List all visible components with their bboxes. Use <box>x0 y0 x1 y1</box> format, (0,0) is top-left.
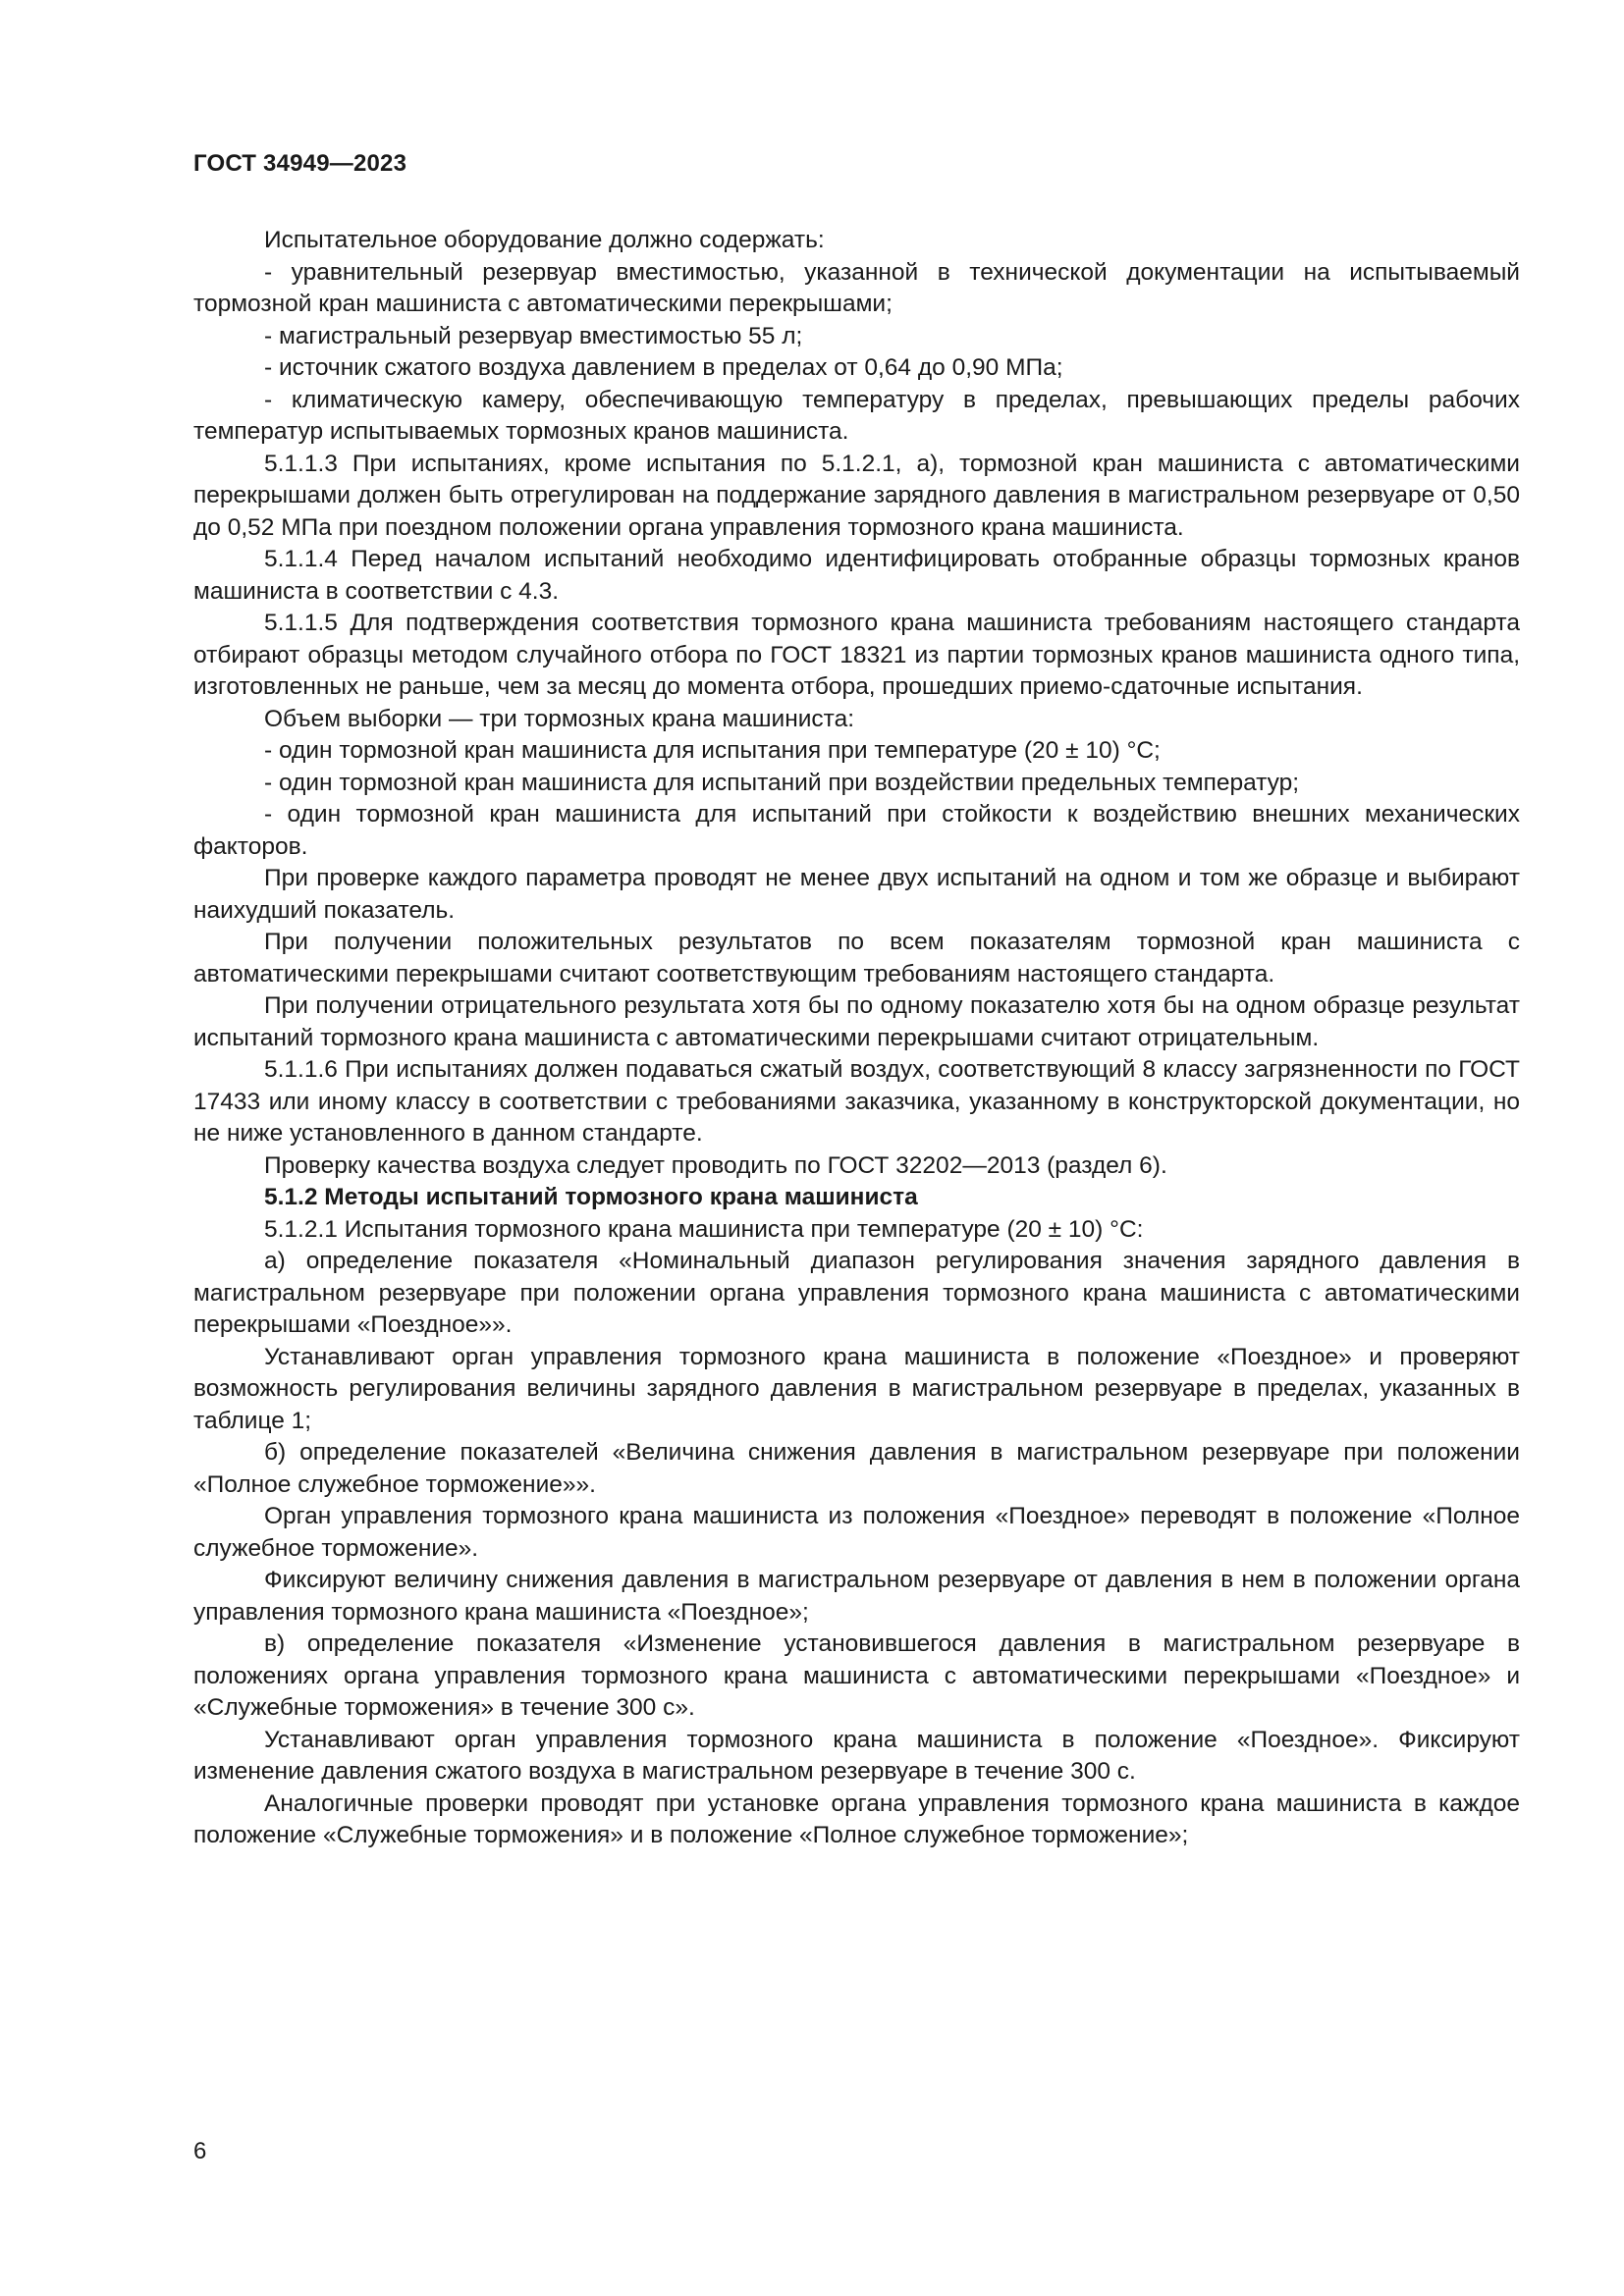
list-item: в) определение показателя «Изменение установившегося давления в магистральном резервуаре в положениях органа управления тормозного крана машиниста с автоматическими перекрышами «Поездное» и «Служебные торможения» в течение 300 с». <box>193 1630 1520 1721</box>
clause-5-1-1-6: 5.1.1.6 При испытаниях должен подаваться сжатый воздух, соответствующий 8 классу загрязненности по ГОСТ 17433 или иному классу в соответствии с требованиями заказчика, указанному в конструкторской документации, но не ниже установленного в данном стандарте. <box>193 1056 1520 1147</box>
list-item: б) определение показателей «Величина снижения давления в магистральном резервуаре при положении «Полное служебное торможение»». <box>193 1439 1520 1498</box>
paragraph: При получении отрицательного результата хотя бы по одному показателю хотя бы на одном образце результат испытаний тормозного крана машиниста с автоматическими перекрышами считают отрицательным. <box>193 992 1520 1051</box>
paragraph: Аналогичные проверки проводят при установке органа управления тормозного крана машиниста в каждое положение «Служебные торможения» и в положение «Полное служебное торможение»; <box>193 1789 1520 1848</box>
list-item: а) определение показателя «Номинальный диапазон регулирования значения зарядного давления в магистральном резервуаре при положении органа управления тормозного крана машиниста с автоматическими перекрышами «Поездное»». <box>193 1248 1520 1338</box>
clause-5-1-1-3: 5.1.1.3 При испытаниях, кроме испытания по 5.1.2.1, а), тормозной кран машиниста с автоматическими перекрышами должен быть отрегулирован на поддержание зарядного давления в магистральном резервуаре от 0,50 до 0,52 МПа при поездном положении органа управления тормозного крана машиниста. <box>193 450 1520 541</box>
list-item: - климатическую камеру, обеспечивающую температуру в пределах, превышающих пределы рабочих температур испытываемых тормозных кранов машиниста. <box>193 386 1520 445</box>
list-item: - один тормозной кран машиниста для испытания при температуре (20 ± 10) °С; <box>264 737 1161 764</box>
list-item: - источник сжатого воздуха давлением в пределах от 0,64 до 0,90 МПа; <box>264 354 1063 381</box>
document-body <box>193 225 1520 1852</box>
clause-5-1-2-1: 5.1.2.1 Испытания тормозного крана машиниста при температуре (20 ± 10) °С: <box>264 1215 1144 1243</box>
paragraph: Устанавливают орган управления тормозного крана машиниста в положение «Поездное». Фиксируют изменение давления сжатого воздуха в магистральном резервуаре в течение 300 с. <box>193 1726 1520 1785</box>
paragraph: При получении положительных результатов по всем показателям тормозной кран машиниста с автоматическими перекрышами считают соответствующим требованиям настоящего стандарта. <box>193 929 1520 988</box>
page-number: 6 <box>193 2138 207 2164</box>
list-item: - магистральный резервуар вместимостью 55 л; <box>264 322 803 349</box>
list-item: - уравнительный резервуар вместимостью, указанной в технической документации на испытываемый тормозной кран машиниста с автоматическими перекрышами; <box>193 258 1520 317</box>
paragraph: Фиксируют величину снижения давления в магистральном резервуаре от давления в нем в положении органа управления тормозного крана машиниста «Поездное»; <box>193 1567 1520 1626</box>
paragraph: Испытательное оборудование должно содержать: <box>264 227 825 253</box>
clause-5-1-1-5: 5.1.1.5 Для подтверждения соответствия тормозного крана машиниста требованиям настоящего стандарта отбирают образцы методом случайного отбора по ГОСТ 18321 из партии тормозных кранов машиниста одного типа, изготовленных не раньше, чем за месяц до момента отбора, прошедших приемо-сдаточные испытания. <box>193 610 1520 700</box>
paragraph: При проверке каждого параметра проводят не менее двух испытаний на одном и том же образце и выбирают наихудший показатель. <box>193 865 1520 924</box>
paragraph: Объем выборки — три тормозных крана машиниста: <box>264 705 855 732</box>
document-code-header: ГОСТ 34949—2023 <box>193 150 407 177</box>
list-item: - один тормозной кран машиниста для испытаний при стойкости к воздействию внешних механических факторов. <box>193 801 1520 860</box>
section-heading-5-1-2: 5.1.2 Методы испытаний тормозного крана машиниста <box>264 1184 918 1210</box>
paragraph: Орган управления тормозного крана машиниста из положения «Поездное» переводят в положение «Полное служебное торможение». <box>193 1503 1520 1562</box>
paragraph: Проверку качества воздуха следует проводить по ГОСТ 32202—2013 (раздел 6). <box>264 1151 1167 1179</box>
list-item: - один тормозной кран машиниста для испытаний при воздействии предельных температур; <box>264 769 1300 796</box>
clause-5-1-1-4: 5.1.1.4 Перед началом испытаний необходимо идентифицировать отобранные образцы тормозных кранов машиниста в соответствии с 4.3. <box>193 546 1520 605</box>
paragraph: Устанавливают орган управления тормозного крана машиниста в положение «Поездное» и проверяют возможность регулирования величины зарядного давления в магистральном резервуаре в пределах, указанных в таблице 1; <box>193 1343 1520 1434</box>
